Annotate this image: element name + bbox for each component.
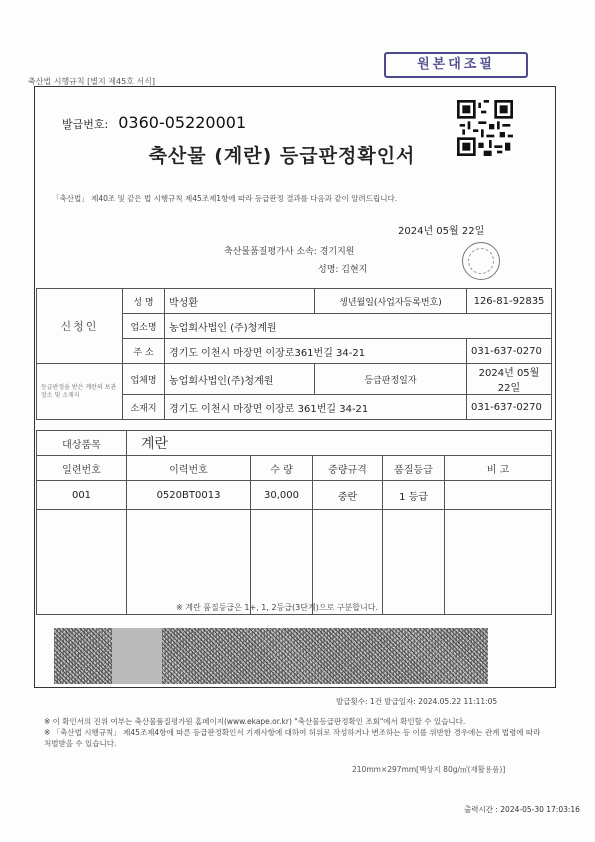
paper-size-note: 210mm×297mm[백상지 80g/㎡(재활용품)]: [352, 765, 506, 774]
applicant-table: [36, 288, 552, 420]
document-title: 축산물 (계란) 등급판정확인서: [148, 145, 416, 167]
location-label: 소재지: [123, 395, 165, 420]
column-header: 품질등급: [383, 456, 445, 481]
address-label: 주 소: [123, 339, 165, 364]
issue-timestamp: 발급횟수: 1건 발급일자: 2024.05.22 11:11:05: [336, 697, 498, 706]
applicant-section-label: 신청인: [37, 289, 123, 364]
subject-value: 계란: [127, 431, 552, 456]
name-value: 박성환: [165, 289, 315, 314]
print-time: 출력시간 : 2024-05-30 17:03:16: [464, 805, 580, 814]
column-header: 이력번호: [127, 456, 251, 481]
column-header: 비 고: [445, 456, 552, 481]
company-value: 농업회사법인 (주)청계원: [165, 314, 552, 339]
name-label: 성 명: [123, 289, 165, 314]
place-value: 농업회사법인(주)청계원: [165, 364, 315, 395]
address-value: 경기도 이천시 마장면 이장로361번길 34-21: [165, 339, 467, 364]
official-seal-icon: [462, 242, 500, 280]
subject-label: 대상품목: [37, 431, 127, 456]
inspection-date-label: 등급판정일자: [315, 364, 467, 395]
security-pattern-gap: [112, 628, 162, 684]
grader-affiliation: 축산물품질평가사 소속: 경기지원: [224, 247, 355, 257]
issue-date: 2024년 05월 22일: [398, 226, 485, 237]
grader-name: 성명: 김현지: [318, 265, 368, 275]
issue-number-value: 0360-05220001: [118, 113, 247, 132]
location-phone: 031-637-0270: [467, 395, 552, 420]
table-row: [37, 481, 552, 510]
column-header: 일련번호: [37, 456, 127, 481]
column-header: 중량규격: [313, 456, 383, 481]
table-header-row: [37, 456, 552, 481]
table-empty-area: [37, 510, 552, 615]
trace-number-cell: 0520BT0013: [127, 481, 251, 510]
quantity-cell: 30,000: [251, 481, 313, 510]
intro-text: 「축산법」 제40조 및 같은 법 시행규칙 제45조제1항에 따라 등급판정 결과를 다음과 같이 알려드립니다.: [52, 194, 398, 203]
column-header: 수 량: [251, 456, 313, 481]
quality-grade-cell: 1 등급: [383, 481, 445, 510]
bizno-label: 생년월일(사업자등록번호): [315, 289, 467, 314]
place-label: 업체명: [123, 364, 165, 395]
footnote: ※ 이 확인서의 진위 여부는 축산물품질평가원 홈페이지(www.ekape.or.kr) "축산물등급판정확인 조회"에서 확인할 수 있습니다.: [44, 717, 466, 726]
original-copy-stamp: 원본대조필: [384, 52, 528, 78]
address-phone: 031-637-0270: [467, 339, 552, 364]
inspection-date-value: 2024년 05월 22일: [467, 364, 552, 395]
form-label: 축산법 시행규칙 [별지 제45호 서식]: [28, 77, 156, 86]
serial-cell: 001: [37, 481, 127, 510]
grading-table: [36, 430, 552, 615]
grade-note: ※ 계란 품질등급은 1+, 1, 2등급(3단계)으로 구분합니다.: [176, 603, 378, 612]
footnote: ※ 「축산법 시행규칙」 제45조제4항에 따른 등급판정확인서 기재사항에 대하여 허위로 작성하거나 변조하는 등 이를 위반한 경우에는 관계 법령에 따라 처벌받을 수 있습니다.: [44, 728, 541, 748]
remarks-cell: [445, 481, 552, 510]
issue-number-label: 발급번호:: [62, 118, 109, 131]
issue-number: [62, 113, 246, 132]
footnotes: [44, 716, 544, 749]
weight-class-cell: 중란: [313, 481, 383, 510]
qr-code-icon: [457, 100, 513, 156]
location-value: 경기도 이천시 마장면 이장로 361번길 34-21: [165, 395, 467, 420]
company-label: 업소명: [123, 314, 165, 339]
inspection-side-note: 등급판정을 받은 계란의 보관장소 및 소재지: [37, 364, 123, 420]
bizno-value: 126-81-92835: [467, 289, 552, 314]
